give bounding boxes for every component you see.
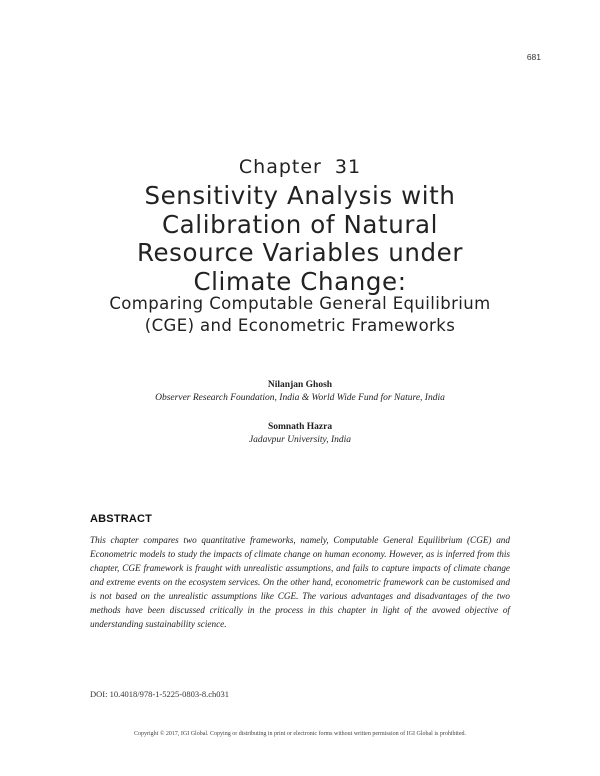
- author-1: [0, 379, 600, 405]
- chapter-title: Sensitivity Analysis with Calibration of Natural Resource Variables under Climate Change:: [136, 181, 464, 296]
- page-number: 681: [526, 52, 541, 62]
- copyright-notice: Copyright © 2017, IGI Global. Copying or distributing in print or electronic forms without written permission of IGI Global is prohibited.: [133, 731, 466, 737]
- author-name: Nilanjan Ghosh: [267, 380, 333, 390]
- author-affiliation: Jadavpur University, India: [248, 435, 352, 445]
- author-name: Somnath Hazra: [267, 422, 333, 432]
- abstract-text: This chapter compares two quantitative frameworks, namely, Computable General Equilibrium (CGE) and Econometric models to study the impacts of climate change on human economy. However, as is inferred from this chapter, CGE framework is fraught with unrealistic assumptions, and fails to capture impacts of climate change and extreme events on the ecosystem services. On the other hand, econometric framework can be customised and is not based on the unrealistic assumptions like CGE. The various advantages and disadvantages of the two methods have been discussed critically in the process in this chapter in light of the avowed objective of understanding sustainability science.: [90, 535, 510, 629]
- chapter-label: Chapter 31: [238, 156, 362, 178]
- chapter-subtitle: Comparing Computable General Equilibrium (CGE) and Econometric Frameworks: [109, 294, 491, 335]
- author-2: [0, 421, 600, 447]
- abstract-heading: ABSTRACT: [90, 513, 153, 525]
- doi: DOI: 10.4018/978-1-5225-0803-8.ch031: [90, 689, 230, 699]
- author-affiliation: Observer Research Foundation, India & World Wide Fund for Nature, India: [155, 393, 445, 403]
